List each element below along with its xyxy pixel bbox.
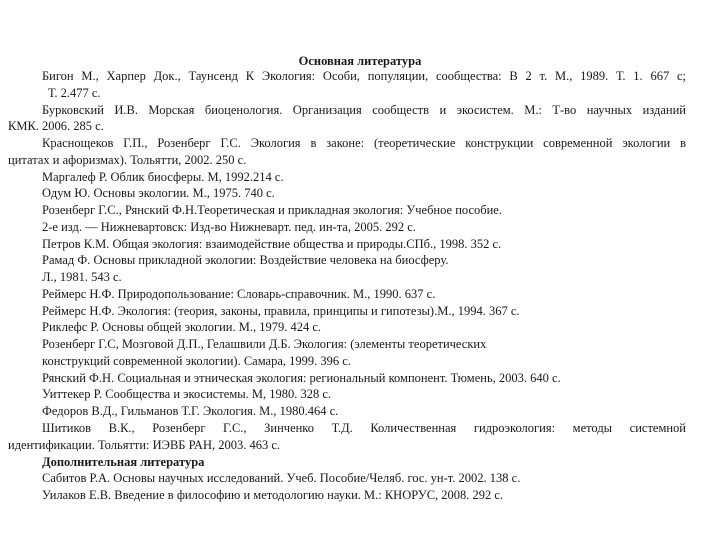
reference-line: 2-е изд. — Нижневартовск: Изд-во Нижневарт. пед. ин-та, 2005. 292 с. <box>42 220 416 234</box>
reference-line: Маргалеф Р. Облик биосферы. М, 1992.214 с. <box>42 170 284 184</box>
reference-line: Реймерс Н.Ф. Природопользование: Словарь-справочник. М., 1990. 637 с. <box>42 287 436 301</box>
reference-line: Т. 2.477 с. <box>48 86 101 100</box>
reference-line: Розенберг Г.С., Рянский Ф.Н.Теоретическая и прикладная экология: Учебное пособие. <box>42 203 502 217</box>
reference-line: Сабитов Р.А. Основы научных исследований. Учеб. Пособие/Челяб. гос. ун-т. 2002. 138 с. <box>42 471 521 485</box>
reference-line: Уилаков Е.В. Введение в философию и методологию науки. М.: КНОРУС, 2008. 292 с. <box>42 488 504 502</box>
reference-line: Риклефс Р. Основы общей экологии. М., 1979. 424 с. <box>42 320 322 334</box>
additional-literature-heading: Дополнительная литература <box>42 455 205 469</box>
reference-line: Бигон М., Харпер Док., Таунсенд К Экология: Особи, популяции, сообщества: В 2 т. М., 1989. Т. 1. 667 с; <box>42 69 686 83</box>
reference-line: Федоров В.Д., Гильманов Т.Г. Экология. М., 1980.464 с. <box>42 404 339 418</box>
reference-line: Краснощеков Г.П., Розенберг Г.С. Экология в законе: (теоретические конструкции современной экологии в <box>42 136 686 150</box>
reference-line: Розенберг Г.С, Мозговой Д.П., Гелашвили Д.Б. Экология: (элементы теоретических <box>42 337 487 351</box>
reference-line: Петров К.М. Общая экология: взаимодействие общества и природы.СПб., 1998. 352 с. <box>42 237 502 251</box>
reference-line: Рамад Ф. Основы прикладной экологии: Воздействие человека на биосферу. <box>42 253 449 267</box>
reference-line: Уиттекер Р. Сообщества и экосистемы. М, 1980. 328 с. <box>42 387 332 401</box>
reference-line: Рянский Ф.Н. Социальная и этническая экология: региональный компонент. Тюмень, 2003. 640 с. <box>42 371 561 385</box>
reference-line: Бурковский И.В. Морская биоценология. Организация сообществ и экосистем. М.: Т-во научных изданий <box>42 103 686 117</box>
reference-line: Одум Ю. Основы экологии. М., 1975. 740 с. <box>42 186 275 200</box>
reference-line: КМК. 2006. 285 с. <box>8 119 104 133</box>
main-literature-heading: Основная литература <box>298 54 422 68</box>
reference-line: идентификации. Тольятти: ИЭВБ РАН, 2003. 463 с. <box>8 438 281 452</box>
reference-line: Шитиков В.К., Розенберг Г.С., Зинченко Т.Д. Количественная гидроэкология: методы системной <box>42 421 686 435</box>
reference-line: цитатах и афоризмах). Тольятти, 2002. 250 с. <box>8 153 247 167</box>
reference-line: Л., 1981. 543 с. <box>42 270 122 284</box>
reference-line: Реймерс Н.Ф. Экология: (теория, законы, правила, принципы и гипотезы).М., 1994. 367 с. <box>42 304 520 318</box>
reference-line: конструкций современной экологии). Самара, 1999. 396 с. <box>42 354 351 368</box>
